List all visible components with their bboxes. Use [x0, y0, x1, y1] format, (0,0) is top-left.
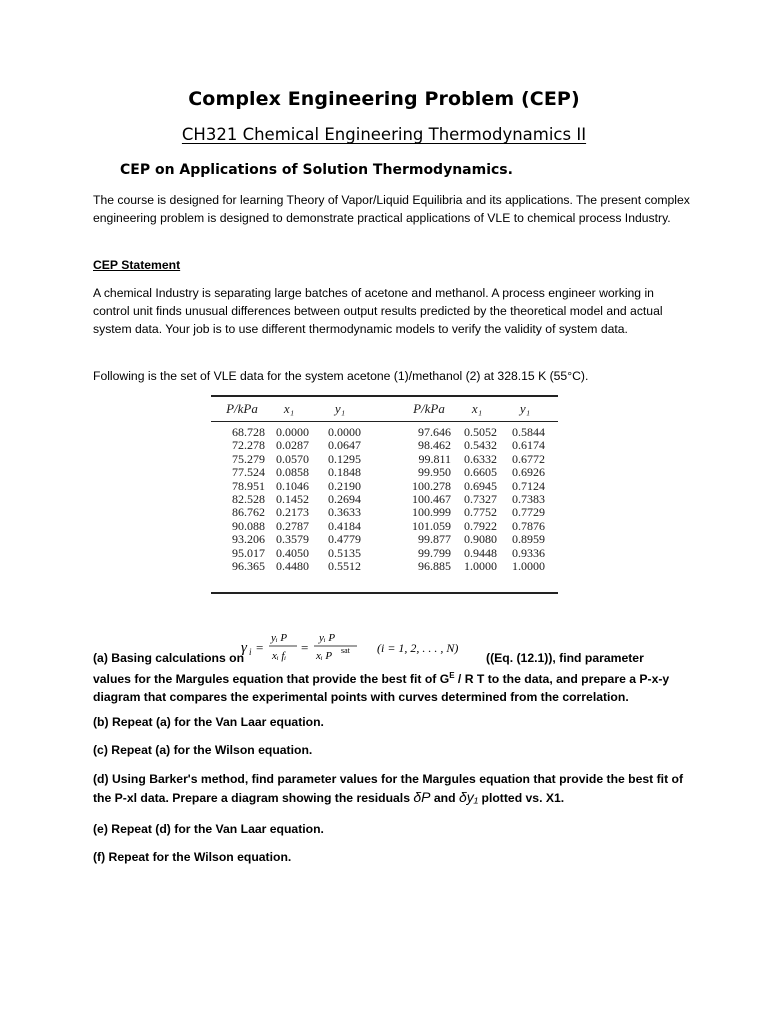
column-p-left — [219, 426, 265, 573]
statement-heading — [93, 256, 693, 274]
table-cell: 97.646 — [418, 425, 451, 439]
table-cell: 0.5135 — [328, 545, 361, 560]
question-a-start: (a) Basing calculations on — [93, 651, 245, 665]
table-cell: 0.1848 — [328, 465, 361, 480]
table-cell: 0.7922 — [464, 518, 497, 533]
table-cell: 0.0570 — [276, 451, 309, 466]
eq-gamma-sub: i — [249, 647, 252, 657]
table-bottom-rule — [211, 592, 558, 594]
header-x1-right: x₁ — [471, 401, 483, 416]
table-cell: 77.524 — [232, 465, 265, 480]
column-x1-right — [457, 426, 497, 573]
column-x1-left — [269, 426, 309, 573]
table-cell: 99.811 — [418, 451, 451, 466]
table-cell: 0.7383 — [512, 491, 545, 506]
table-cell: 0.4480 — [276, 558, 309, 573]
column-y1-left — [319, 426, 361, 573]
table-cell: 0.2190 — [328, 478, 361, 493]
eq-den-1: xᵢ fᵢ — [272, 650, 287, 662]
table-cell: 0.9336 — [512, 545, 545, 560]
table-cell: 0.2787 — [276, 518, 309, 533]
course-title — [0, 125, 768, 144]
eq-range: (i = 1, 2, . . . , N) — [377, 641, 459, 655]
question-e: (e) Repeat (d) for the Van Laar equation. — [93, 822, 324, 836]
table-cell: 0.0647 — [328, 438, 361, 453]
table-cell: 0.6332 — [464, 451, 497, 466]
column-y1-right — [505, 426, 545, 573]
table-cell: 0.4050 — [276, 545, 309, 560]
table-cell: 100.278 — [412, 478, 451, 493]
table-cell: 0.7124 — [512, 478, 545, 493]
question-d-delta-y: δy₁ — [458, 789, 479, 805]
statement-heading-text: CEP Statement — [93, 258, 181, 272]
table-cell: 96.885 — [418, 558, 451, 573]
table-cell: 99.799 — [418, 545, 451, 560]
question-f: (f) Repeat for the Wilson equation. — [93, 850, 292, 864]
eq-gamma: γ — [241, 640, 247, 656]
table-cell: 98.462 — [418, 438, 451, 453]
table-cell: 0.7752 — [464, 505, 497, 520]
table-cell: 0.6772 — [512, 451, 545, 466]
statement-paragraph: A chemical Industry is separating large batches of acetone and methanol. A process engineer working in control unit finds unusual differences between output results predicted by the theoretical model and actual system data. Your job is to use different thermodynamic models to verify the validity of system data. — [93, 286, 663, 336]
intro-paragraph: The course is designed for learning Theory of Vapor/Liquid Equilibria and its applications. The present complex engineering problem is designed to demonstrate practical applications of VLE to chemical process Industry. — [93, 193, 690, 225]
question-d-and: and — [430, 791, 459, 805]
table-cell: 0.3633 — [328, 505, 361, 520]
table-cell: 75.279 — [232, 451, 265, 466]
eq-den-2: xᵢ P — [316, 650, 333, 662]
table-cell: 0.5512 — [328, 558, 361, 573]
table-cell: 0.7327 — [464, 491, 497, 506]
table-cell: 95.017 — [232, 545, 265, 560]
table-cell: 100.467 — [412, 491, 451, 506]
question-b: (b) Repeat (a) for the Van Laar equation. — [93, 715, 324, 729]
table-cell: 0.4184 — [328, 518, 361, 533]
course-title-text: CH321 Chemical Engineering Thermodynamics II — [181, 125, 587, 144]
page-title: Complex Engineering Problem (CEP) — [188, 88, 580, 110]
table-cell: 0.6605 — [464, 465, 497, 480]
eq-num-2: yᵢ P — [319, 632, 336, 644]
question-d-delta-p: δP — [413, 789, 431, 805]
table-cell: 0.0287 — [276, 438, 309, 453]
section-heading: CEP on Applications of Solution Thermodynamics. — [120, 162, 513, 178]
table-cell: 0.6926 — [512, 465, 545, 480]
table-cell: 0.6945 — [464, 478, 497, 493]
table-cell: 0.5432 — [464, 438, 497, 453]
header-p-right: P/kPa — [413, 401, 445, 416]
table-cell: 0.5052 — [464, 425, 497, 439]
column-p-right — [407, 426, 451, 573]
header-p-left: P/kPa — [226, 401, 258, 416]
table-cell: 0.1046 — [276, 478, 309, 493]
table-cell: 86.762 — [232, 505, 265, 520]
question-a-superscript: E — [449, 671, 455, 680]
table-cell: 0.2694 — [328, 491, 361, 506]
question-a-text-2: / R T to the data, and prepare a P-x-y diagram that compares the experimental points with curves determined from the correlation. — [93, 672, 670, 705]
table-cell: 96.365 — [232, 558, 265, 573]
question-d-text-2: plotted vs. X1. — [478, 791, 565, 805]
question-a-ref: ((Eq. (12.1)), find parameter — [486, 651, 644, 665]
table-cell: 101.059 — [412, 518, 451, 533]
eq-equals-1: = — [256, 640, 264, 655]
question-c: (c) Repeat (a) for the Wilson equation. — [93, 743, 313, 757]
table-cell: 0.2173 — [276, 505, 309, 520]
question-a — [93, 649, 693, 706]
question-d-text-1: (d) Using Barker's method, find parameter values for the Margules equation that provide the best fit of the P-xl data. Prepare a diagram showing the residuals — [93, 772, 684, 805]
table-cell: 68.728 — [232, 425, 265, 439]
table-cell: 1.0000 — [512, 558, 545, 573]
header-x1-left: x₁ — [283, 401, 295, 416]
header-y1-left: y₁ — [334, 401, 346, 416]
eq-sat: sat — [341, 646, 350, 655]
table-cell: 99.950 — [418, 465, 451, 480]
table-cell: 0.9080 — [464, 532, 497, 547]
table-cell: 0.7729 — [512, 505, 545, 520]
table-cell: 0.1452 — [276, 491, 309, 506]
table-cell: 0.7876 — [512, 518, 545, 533]
table-cell: 78.951 — [232, 478, 265, 493]
vle-intro-line: Following is the set of VLE data for the system acetone (1)/methanol (2) at 328.15 K (55°C). — [93, 369, 589, 383]
eq-equals-2: = — [301, 640, 309, 655]
table-cell: 0.3579 — [276, 532, 309, 547]
table-top-rule — [211, 395, 558, 397]
header-y1-right: y₁ — [519, 401, 531, 416]
question-d — [93, 770, 693, 807]
table-cell: 99.877 — [418, 532, 451, 547]
table-header-rule — [211, 421, 558, 422]
table-cell: 0.8959 — [512, 532, 545, 547]
eq-num-1: yᵢ P — [271, 632, 288, 644]
table-cell: 93.206 — [232, 532, 265, 547]
table-cell: 0.0000 — [328, 425, 361, 439]
table-cell: 0.5844 — [512, 425, 545, 439]
table-cell: 0.0858 — [276, 465, 309, 480]
table-cell: 0.6174 — [512, 438, 545, 453]
table-cell: 82.528 — [232, 491, 265, 506]
question-a-text-1: values for the Margules equation that provide the best fit of G — [93, 672, 450, 687]
table-cell: 0.4779 — [328, 532, 361, 547]
table-cell: 0.1295 — [328, 451, 361, 466]
table-cell: 1.0000 — [464, 558, 497, 573]
table-cell: 0.0000 — [276, 425, 309, 439]
table-cell: 100.999 — [412, 505, 451, 520]
table-cell: 0.9448 — [464, 545, 497, 560]
table-cell: 90.088 — [232, 518, 265, 533]
table-cell: 72.278 — [232, 438, 265, 453]
